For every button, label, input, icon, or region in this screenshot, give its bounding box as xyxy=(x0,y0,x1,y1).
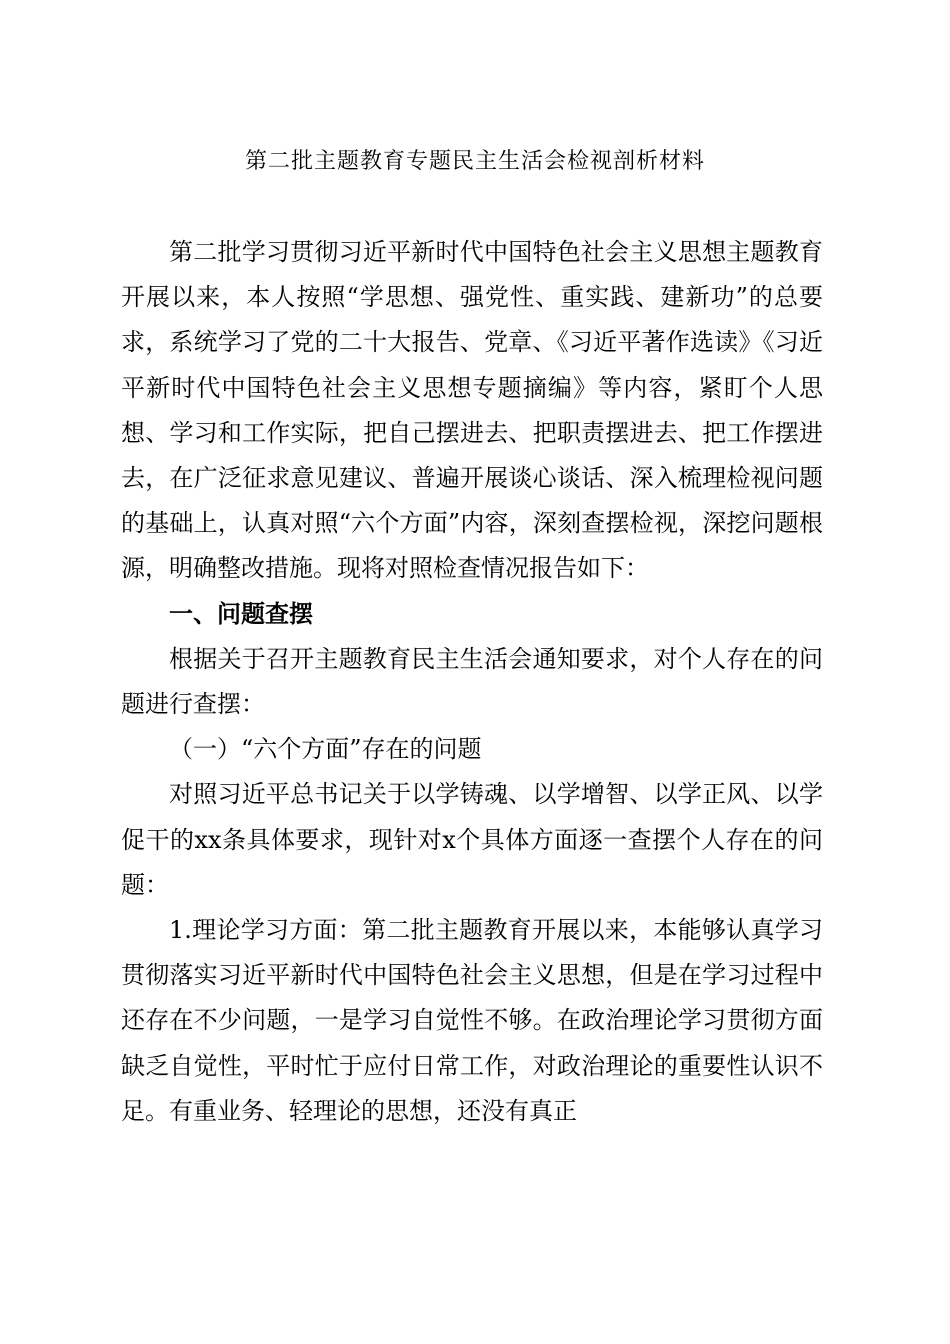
item-theory-study-paragraph: 1.理论学习方面：第二批主题教育开展以来，本能够认真学习贯彻落实习近平新时代中国特色社会主义思想，但是在学习过程中还存在不少问题，一是学习自觉性不够。在政治理论学习贯彻方面缺乏自觉性，平时忙于应付日常工作，对政治理论的重要性认识不足。有重业务、轻理论的思想，还没有真正 xyxy=(121,916,823,1125)
subsection-heading-six-aspects: （一）“六个方面”存在的问题 xyxy=(169,735,482,764)
document-title: 第二批主题教育专题民主生活会检视剖析材料 xyxy=(244,149,705,174)
section-heading-problem-review: 一、问题查摆 xyxy=(169,599,313,628)
subsection-intro-paragraph: 对照习近平总书记关于以学铸魂、以学增智、以学正风、以学促干的xx条具体要求，现针对x个具体方面逐一查摆个人存在的问题： xyxy=(121,780,823,899)
document-body xyxy=(121,230,823,1134)
section-intro-paragraph: 根据关于召开主题教育民主生活会通知要求，对个人存在的问题进行查摆： xyxy=(121,644,823,719)
intro-paragraph: 第二批学习贯彻习近平新时代中国特色社会主义思想主题教育开展以来，本人按照“学思想、强党性、重实践、建新功”的总要求，系统学习了党的二十大报告、党章、《习近平著作选读》《习近平新时代中国特色社会主义思想专题摘编》等内容，紧盯个人思想、学习和工作实际，把自己摆进去、把职责摆进去、把工作摆进去，在广泛征求意见建议、普遍开展谈心谈话、深入梳理检视问题的基础上，认真对照“六个方面”内容，深刻查摆检视，深挖问题根源，明确整改措施。现将对照检查情况报告如下： xyxy=(121,238,823,583)
